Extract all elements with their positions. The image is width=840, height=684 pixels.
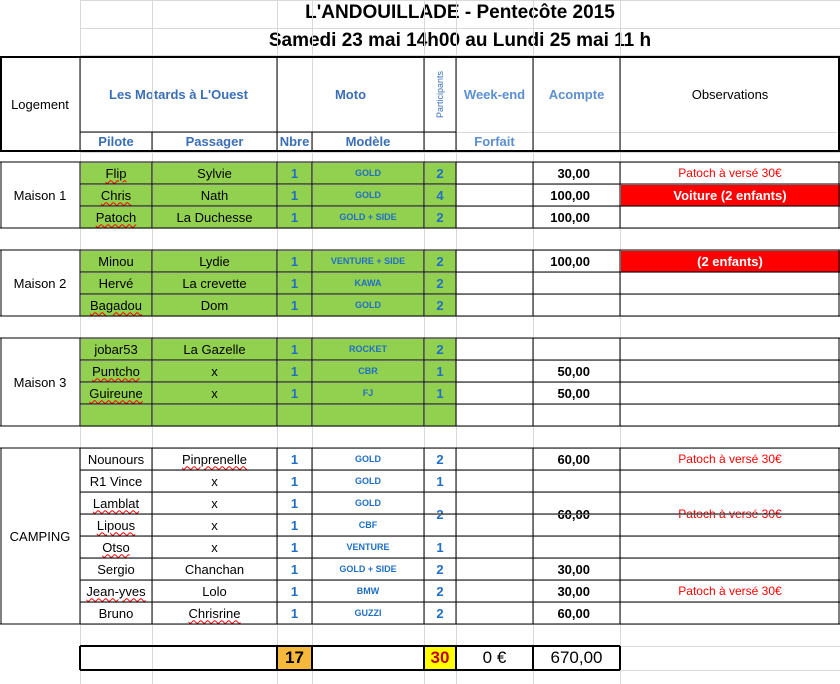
modele-cell-text: ROCKET (349, 344, 387, 354)
modele-cell[interactable] (312, 492, 424, 514)
header-pilote-text: Pilote (98, 134, 134, 149)
nbre-cell[interactable] (277, 602, 312, 624)
acompte-merged[interactable] (533, 492, 620, 536)
participants-cell[interactable] (424, 382, 456, 404)
nbre-cell-text: 1 (290, 297, 299, 313)
acompte-cell-text: 100,00 (550, 187, 590, 203)
passager-cell-text: Nath (200, 187, 229, 203)
pilote-cell-text: Puntcho (92, 363, 140, 379)
observation-cell[interactable] (620, 536, 840, 558)
acompte-cell[interactable] (533, 206, 620, 228)
modele-cell[interactable] (312, 514, 424, 536)
passager-cell-text: x (211, 473, 218, 489)
header-group[interactable] (80, 57, 277, 132)
participants-cell-text: 2 (436, 451, 444, 467)
logement-1-text: Maison 2 (13, 275, 67, 291)
acompte-cell[interactable] (533, 162, 620, 184)
participants-cell-text: 4 (436, 187, 444, 203)
observation-cell[interactable] (620, 382, 840, 404)
participants-cell-text: 2 (436, 605, 444, 621)
nbre-cell-text: 1 (290, 605, 299, 621)
header-logement-text: Logement (11, 96, 69, 112)
observation-cell[interactable] (620, 448, 840, 470)
header-observations[interactable] (620, 57, 840, 132)
pilote-cell-text: Flip (105, 165, 127, 181)
header-participants[interactable] (424, 57, 456, 132)
weekend-cell[interactable] (456, 382, 533, 404)
nbre-cell-text: 1 (290, 209, 299, 225)
participants-cell[interactable] (424, 162, 456, 184)
weekend-cell[interactable] (456, 558, 533, 580)
modele-cell-text: GOLD (355, 476, 381, 486)
nbre-cell[interactable] (277, 206, 312, 228)
acompte-cell[interactable] (533, 536, 620, 558)
passager-cell[interactable] (152, 580, 277, 602)
modele-cell-text: CBR (358, 366, 378, 376)
participants-cell-text: 2 (436, 209, 444, 225)
pilote-cell-text: Otso (102, 539, 130, 555)
pilote-cell[interactable] (80, 294, 152, 316)
passager-cell-text: Lolo (202, 583, 227, 599)
participants-cell[interactable] (424, 580, 456, 602)
passager-cell-text: x (211, 495, 218, 511)
modele-cell[interactable] (312, 404, 424, 426)
observation-cell[interactable] (620, 360, 840, 382)
participants-cell[interactable] (424, 470, 456, 492)
passager-cell[interactable] (152, 184, 277, 206)
modele-cell-text: GOLD (355, 168, 381, 178)
acompte-cell[interactable] (533, 382, 620, 404)
passager-cell-text: x (211, 385, 218, 401)
pilote-cell[interactable] (80, 448, 152, 470)
nbre-cell[interactable] (277, 162, 312, 184)
nbre-cell[interactable] (277, 558, 312, 580)
participants-cell[interactable] (424, 250, 456, 272)
pilote-cell[interactable] (80, 514, 152, 536)
passager-cell-text: La Duchesse (176, 209, 253, 225)
participants-cell-text: 2 (436, 253, 444, 269)
observation-cell-text: Patoch à versé 30€ (678, 166, 782, 180)
acompte-cell-text: 60,00 (557, 451, 590, 467)
nbre-cell[interactable] (277, 250, 312, 272)
nbre-cell[interactable] (277, 514, 312, 536)
acompte-cell-text: 30,00 (557, 583, 590, 599)
header-group-text: Les Motards à L'Ouest (109, 87, 248, 102)
observation-cell[interactable] (620, 206, 840, 228)
nbre-cell[interactable] (277, 184, 312, 206)
acompte-cell[interactable] (533, 294, 620, 316)
modele-cell-text: GOLD + SIDE (339, 564, 397, 574)
nbre-cell[interactable] (277, 272, 312, 294)
passager-cell[interactable] (152, 382, 277, 404)
modele-cell[interactable] (312, 470, 424, 492)
logement-2-text: Maison 3 (13, 374, 67, 390)
passager-cell-text: La crevette (182, 275, 247, 291)
modele-cell[interactable] (312, 448, 424, 470)
modele-cell-text: GOLD (355, 454, 381, 464)
acompte-cell-text: 30,00 (557, 165, 590, 181)
modele-cell[interactable] (312, 602, 424, 624)
participants-cell[interactable] (424, 448, 456, 470)
nbre-cell-text: 1 (290, 583, 299, 599)
pilote-cell-text: Hervé (98, 275, 134, 291)
acompte-cell-text: 100,00 (550, 253, 590, 269)
pilote-cell[interactable] (80, 184, 152, 206)
modele-cell[interactable] (312, 580, 424, 602)
header-modele-text: Modèle (345, 134, 391, 149)
pilote-cell-text: Minou (98, 253, 134, 269)
acompte-cell-text: 50,00 (557, 363, 590, 379)
acompte-cell[interactable] (533, 558, 620, 580)
total-weekend[interactable] (456, 646, 533, 670)
passager-cell[interactable] (152, 250, 277, 272)
header-observations-text: Observations (691, 87, 769, 102)
passager-cell-text: x (211, 517, 218, 533)
passager-cell[interactable] (152, 272, 277, 294)
weekend-cell[interactable] (456, 162, 533, 184)
weekend-cell[interactable] (456, 184, 533, 206)
total-modele[interactable] (312, 646, 424, 670)
acompte-cell[interactable] (533, 602, 620, 624)
participants-cell[interactable] (424, 184, 456, 206)
participants-cell-text: 2 (436, 583, 444, 599)
weekend-cell[interactable] (456, 448, 533, 470)
pilote-cell[interactable] (80, 162, 152, 184)
weekend-cell[interactable] (456, 272, 533, 294)
passager-cell[interactable] (152, 448, 277, 470)
pilote-cell[interactable] (80, 536, 152, 558)
weekend-cell[interactable] (456, 360, 533, 382)
passager-cell[interactable] (152, 360, 277, 382)
weekend-merged[interactable] (456, 492, 533, 536)
participants-cell-text: 1 (436, 363, 444, 379)
observation-cell[interactable] (620, 162, 840, 184)
nbre-cell[interactable] (277, 404, 312, 426)
observation-cell[interactable] (620, 602, 840, 624)
observation-cell[interactable] (620, 184, 840, 206)
nbre-cell-text: 1 (290, 187, 299, 203)
participants-cell[interactable] (424, 294, 456, 316)
weekend-cell[interactable] (456, 602, 533, 624)
total-blank[interactable] (80, 646, 277, 670)
sheet-title: L'ANDOUILLADE - Pentecôte 2015 (305, 2, 615, 23)
participants-cell-text: 2 (436, 275, 444, 291)
weekend-cell[interactable] (456, 404, 533, 426)
participants-cell[interactable] (424, 558, 456, 580)
participants-cell-text: 2 (436, 165, 444, 181)
observation-merged[interactable] (620, 492, 840, 536)
header-moto[interactable] (277, 57, 424, 132)
participants-cell[interactable] (424, 404, 456, 426)
weekend-cell[interactable] (456, 206, 533, 228)
pilote-cell[interactable] (80, 338, 152, 360)
header-acompte[interactable] (533, 57, 620, 132)
weekend-cell[interactable] (456, 536, 533, 558)
passager-cell-text: Chrisrine (188, 605, 241, 621)
nbre-cell-text: 1 (290, 451, 299, 467)
observation-cell[interactable] (620, 404, 840, 426)
nbre-cell-text: 1 (290, 363, 299, 379)
participants-cell-text: 2 (436, 341, 444, 357)
passager-cell[interactable] (152, 162, 277, 184)
modele-cell-text: VENTURE + SIDE (330, 256, 406, 266)
pilote-cell-text: Bruno (98, 605, 134, 621)
modele-cell[interactable] (312, 294, 424, 316)
acompte-cell[interactable] (533, 580, 620, 602)
nbre-cell-text: 1 (290, 473, 299, 489)
passager-cell[interactable] (152, 558, 277, 580)
header-weekend[interactable] (456, 57, 533, 132)
passager-cell[interactable] (152, 470, 277, 492)
modele-cell[interactable] (312, 536, 424, 558)
total-acompte[interactable] (533, 646, 620, 670)
nbre-cell[interactable] (277, 360, 312, 382)
passager-cell-text: x (211, 363, 218, 379)
acompte-cell[interactable] (533, 250, 620, 272)
logement-1[interactable] (0, 250, 80, 316)
acompte-cell[interactable] (533, 360, 620, 382)
nbre-cell-text: 1 (290, 495, 299, 511)
total-participants-text: 30 (430, 648, 450, 667)
acompte-cell-text: 100,00 (550, 209, 590, 225)
header-nbre-text: Nbre (279, 134, 310, 149)
participants-cell[interactable] (424, 602, 456, 624)
observation-merged-text: Patoch à versé 30€ (678, 507, 782, 521)
passager-cell[interactable] (152, 514, 277, 536)
passager-cell[interactable] (152, 404, 277, 426)
participants-cell[interactable] (424, 360, 456, 382)
total-weekend-text: 0 € (482, 648, 507, 667)
nbre-cell[interactable] (277, 470, 312, 492)
acompte-cell[interactable] (533, 184, 620, 206)
logement-0[interactable] (0, 162, 80, 228)
header-logement[interactable] (0, 57, 80, 151)
header-forfait[interactable] (456, 132, 533, 151)
participants-cell-text: 2 (436, 561, 444, 577)
header-weekend-text: Week-end (463, 87, 526, 102)
total-nbre-text: 17 (285, 648, 304, 667)
logement-3[interactable] (0, 448, 80, 624)
modele-cell[interactable] (312, 558, 424, 580)
participants-cell-text: 2 (436, 297, 444, 313)
header-moto-text: Moto (334, 87, 367, 102)
nbre-cell-text: 1 (290, 165, 299, 181)
passager-cell-text: x (211, 539, 218, 555)
weekend-cell[interactable] (456, 338, 533, 360)
total-acompte-text: 670,00 (550, 648, 603, 667)
modele-cell[interactable] (312, 360, 424, 382)
observation-cell[interactable] (620, 250, 840, 272)
logement-2[interactable] (0, 338, 80, 426)
modele-cell-text: GUZZI (354, 608, 382, 618)
passager-cell-text: Pinprenelle (181, 451, 248, 467)
header-pilote[interactable] (80, 132, 152, 151)
pilote-cell[interactable] (80, 580, 152, 602)
sheet-subtitle: Samedi 23 mai 14h00 au Lundi 25 mai 11 h (268, 30, 652, 51)
participants-cell[interactable] (424, 338, 456, 360)
passager-cell[interactable] (152, 206, 277, 228)
observation-cell[interactable] (620, 294, 840, 316)
weekend-cell[interactable] (456, 580, 533, 602)
modele-cell[interactable] (312, 206, 424, 228)
participants-cell[interactable] (424, 206, 456, 228)
acompte-cell[interactable] (533, 404, 620, 426)
modele-cell[interactable] (312, 184, 424, 206)
modele-cell[interactable] (312, 338, 424, 360)
participants-cell[interactable] (424, 272, 456, 294)
acompte-cell-text: 60,00 (557, 605, 590, 621)
weekend-cell[interactable] (456, 470, 533, 492)
pilote-cell-text: Sergio (97, 561, 135, 577)
pilote-cell[interactable] (80, 470, 152, 492)
observation-cell-text: Patoch à versé 30€ (678, 584, 782, 598)
pilote-cell-text: Lipous (96, 517, 136, 533)
observation-cell[interactable] (620, 272, 840, 294)
nbre-cell[interactable] (277, 294, 312, 316)
observation-cell[interactable] (620, 338, 840, 360)
pilote-cell[interactable] (80, 382, 152, 404)
passager-cell[interactable] (152, 602, 277, 624)
observation-cell-text: Patoch à versé 30€ (678, 452, 782, 466)
modele-cell-text: BMW (356, 586, 380, 596)
acompte-cell[interactable] (533, 448, 620, 470)
pilote-cell[interactable] (80, 272, 152, 294)
participants-cell-text: 1 (436, 539, 444, 555)
pilote-cell-text: Nounours (87, 451, 145, 467)
passager-cell-text: Dom (200, 297, 229, 313)
pilote-cell[interactable] (80, 558, 152, 580)
observation-cell-text: Voiture (2 enfants) (673, 187, 787, 203)
passager-cell[interactable] (152, 294, 277, 316)
nbre-cell[interactable] (277, 448, 312, 470)
nbre-cell[interactable] (277, 580, 312, 602)
header-modele[interactable] (312, 132, 424, 151)
pilote-cell[interactable] (80, 206, 152, 228)
participants-cell-text: 1 (436, 473, 444, 489)
nbre-cell[interactable] (277, 382, 312, 404)
nbre-cell-text: 1 (290, 275, 299, 291)
acompte-merged-text: 60,00 (557, 506, 590, 522)
modele-cell[interactable] (312, 272, 424, 294)
total-nbre[interactable] (277, 646, 312, 670)
nbre-cell-text: 1 (290, 517, 299, 533)
acompte-cell-text: 50,00 (557, 385, 590, 401)
modele-cell[interactable] (312, 382, 424, 404)
passager-cell[interactable] (152, 338, 277, 360)
passager-cell-text: Lydie (199, 253, 230, 269)
participants-merged-text: 2 (436, 506, 444, 522)
header-participants-text: Participants (435, 70, 445, 119)
observation-cell[interactable] (620, 558, 840, 580)
modele-cell-text: GOLD (355, 190, 381, 200)
pilote-cell-text: Lamblat (92, 495, 140, 511)
logement-0-text: Maison 1 (13, 187, 67, 203)
participants-cell[interactable] (424, 536, 456, 558)
passager-cell-text: Chanchan (184, 561, 245, 577)
modele-cell-text: GOLD + SIDE (339, 212, 397, 222)
pilote-cell-text: Guireune (89, 385, 143, 401)
passager-cell-text: Sylvie (197, 165, 232, 181)
passager-cell[interactable] (152, 492, 277, 514)
header-acompte-text: Acompte (548, 87, 605, 102)
acompte-cell[interactable] (533, 272, 620, 294)
header-forfait-text: Forfait (474, 134, 515, 149)
acompte-cell[interactable] (533, 470, 620, 492)
pilote-cell[interactable] (80, 250, 152, 272)
total-participants[interactable] (424, 646, 456, 670)
passager-cell-text: La Gazelle (183, 341, 246, 357)
modele-cell-text: GOLD (355, 498, 381, 508)
nbre-cell-text: 1 (290, 539, 299, 555)
nbre-cell-text: 1 (290, 253, 299, 269)
nbre-cell[interactable] (277, 492, 312, 514)
header-passager-text: Passager (185, 134, 244, 149)
observation-cell[interactable] (620, 470, 840, 492)
modele-cell[interactable] (312, 250, 424, 272)
nbre-cell[interactable] (277, 536, 312, 558)
pilote-cell[interactable] (80, 404, 152, 426)
pilote-cell[interactable] (80, 360, 152, 382)
header-passager[interactable] (152, 132, 277, 151)
pilote-cell-text: Bagadou (89, 297, 143, 313)
modele-cell-text: VENTURE (346, 542, 390, 552)
weekend-cell[interactable] (456, 250, 533, 272)
header-nbre[interactable] (277, 132, 312, 151)
logement-3-text: CAMPING (9, 528, 71, 544)
modele-cell-text: KAWA (354, 278, 382, 288)
pilote-cell[interactable] (80, 492, 152, 514)
nbre-cell-text: 1 (290, 341, 299, 357)
nbre-cell-text: 1 (290, 385, 299, 401)
observation-cell[interactable] (620, 580, 840, 602)
modele-cell-text: FJ (362, 388, 374, 398)
nbre-cell[interactable] (277, 338, 312, 360)
modele-cell-text: GOLD (355, 300, 381, 310)
passager-cell[interactable] (152, 536, 277, 558)
pilote-cell-text: R1 Vince (89, 473, 143, 489)
participants-cell-text: 1 (436, 385, 444, 401)
nbre-cell-text: 1 (290, 561, 299, 577)
acompte-cell[interactable] (533, 338, 620, 360)
pilote-cell-text: Jean-yves (86, 583, 146, 599)
observation-cell-text: (2 enfants) (697, 253, 763, 269)
acompte-cell-text: 30,00 (557, 561, 590, 577)
modele-cell-text: CBF (358, 520, 378, 530)
participants-merged[interactable] (424, 492, 456, 536)
pilote-cell-text: Patoch (95, 209, 137, 225)
pilote-cell-text: Chris (100, 187, 132, 203)
modele-cell[interactable] (312, 162, 424, 184)
weekend-cell[interactable] (456, 294, 533, 316)
pilote-cell-text: jobar53 (94, 341, 138, 357)
pilote-cell[interactable] (80, 602, 152, 624)
